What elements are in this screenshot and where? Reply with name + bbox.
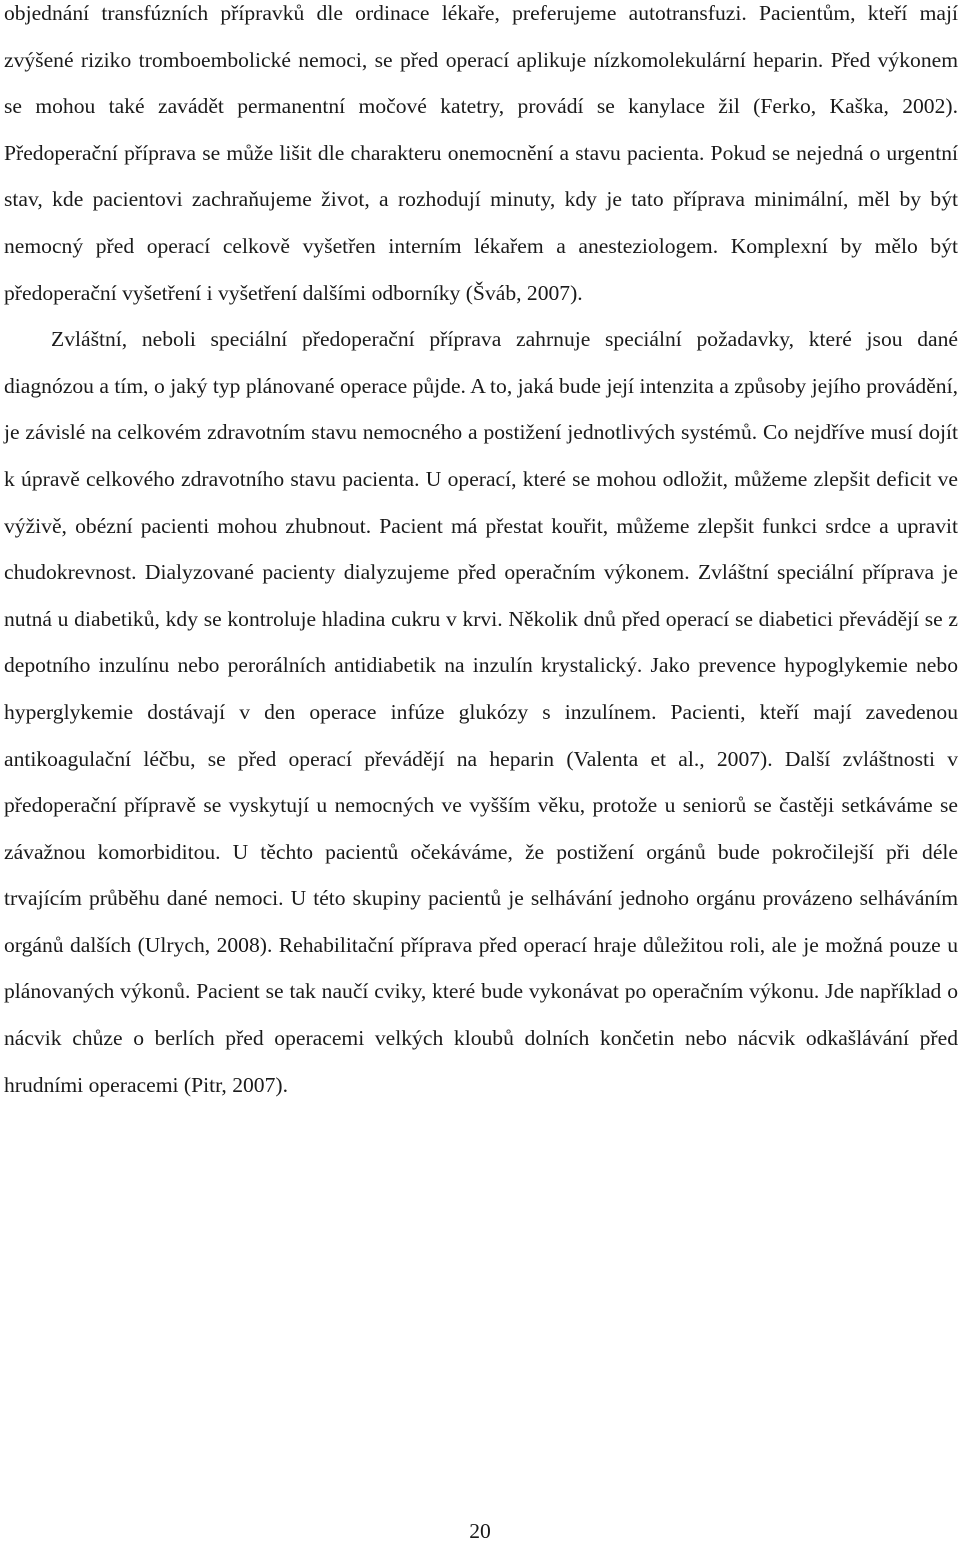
body-text <box>4 0 958 1108</box>
paragraph-1: objednání transfúzních přípravků dle ordinace lékaře, preferujeme autotransfuzi. Pacientům, kteří mají zvýšené riziko tromboembolické nemoci, se před operací aplikuje nízkomolekulární heparin. Před výkonem se mohou také zavádět permanentní močové katetry, provádí se kanylace žil (Ferko, Kaška, 2002). Předoperační příprava se může lišit dle charakteru onemocnění a stavu pacienta. Pokud se nejedná o urgentní stav, kde pacientovi zachraňujeme život, a rozhodují minuty, kdy je tato příprava minimální, měl by být nemocný před operací celkově vyšetřen interním lékařem a anesteziologem. Komplexní by mělo být předoperační vyšetření i vyšetření dalšími odborníky (Šváb, 2007). <box>4 1 958 305</box>
paragraph-2: Zvláštní, neboli speciální předoperační příprava zahrnuje speciální požadavky, které jsou dané diagnózou a tím, o jaký typ plánované operace půjde. A to, jaká bude její intenzita a způsoby jejího provádění, je závislé na celkovém zdravotním stavu nemocného a postižení jednotlivých systémů. Co nejdříve musí dojít k úpravě celkového zdravotního stavu pacienta. U operací, které se mohou odložit, můžeme zlepšit deficit ve výživě, obézní pacienti mohou zhubnout. Pacient má přestat kouřit, můžeme zlepšit funkci srdce a upravit chudokrevnost. Dialyzované pacienty dialyzujeme před operačním výkonem. Zvláštní speciální příprava je nutná u diabetiků, kdy se kontroluje hladina cukru v krvi. Několik dnů před operací se diabetici převádějí se z depotního inzulínu nebo perorálních antidiabetik na inzulín krystalický. Jako prevence hypoglykemie nebo hyperglykemie dostávají v den operace infúze glukózy s inzulínem. Pacienti, kteří mají zavedenou antikoagulační léčbu, se před operací převádějí na heparin (Valenta et al., 2007). Další zvláštnosti v předoperační přípravě se vyskytují u nemocných ve vyšším věku, protože u seniorů se častěji setkáváme se závažnou komorbiditou. U těchto pacientů očekáváme, že postižení orgánů bude pokročilejší při déle trvajícím průběhu dané nemoci. U této skupiny pacientů je selhávání jednoho orgánu provázeno selháváním orgánů dalších (Ulrych, 2008). Rehabilitační příprava před operací hraje důležitou roli, ale je možná pouze u plánovaných výkonů. Pacient se tak naučí cviky, které bude vykonávat po operačním výkonu. Jde například o nácvik chůze o berlích před operacemi velkých kloubů dolních končetin nebo nácvik odkašlávání před hrudními operacemi (Pitr, 2007). <box>4 327 958 1097</box>
page-number: 20 <box>469 1519 491 1543</box>
